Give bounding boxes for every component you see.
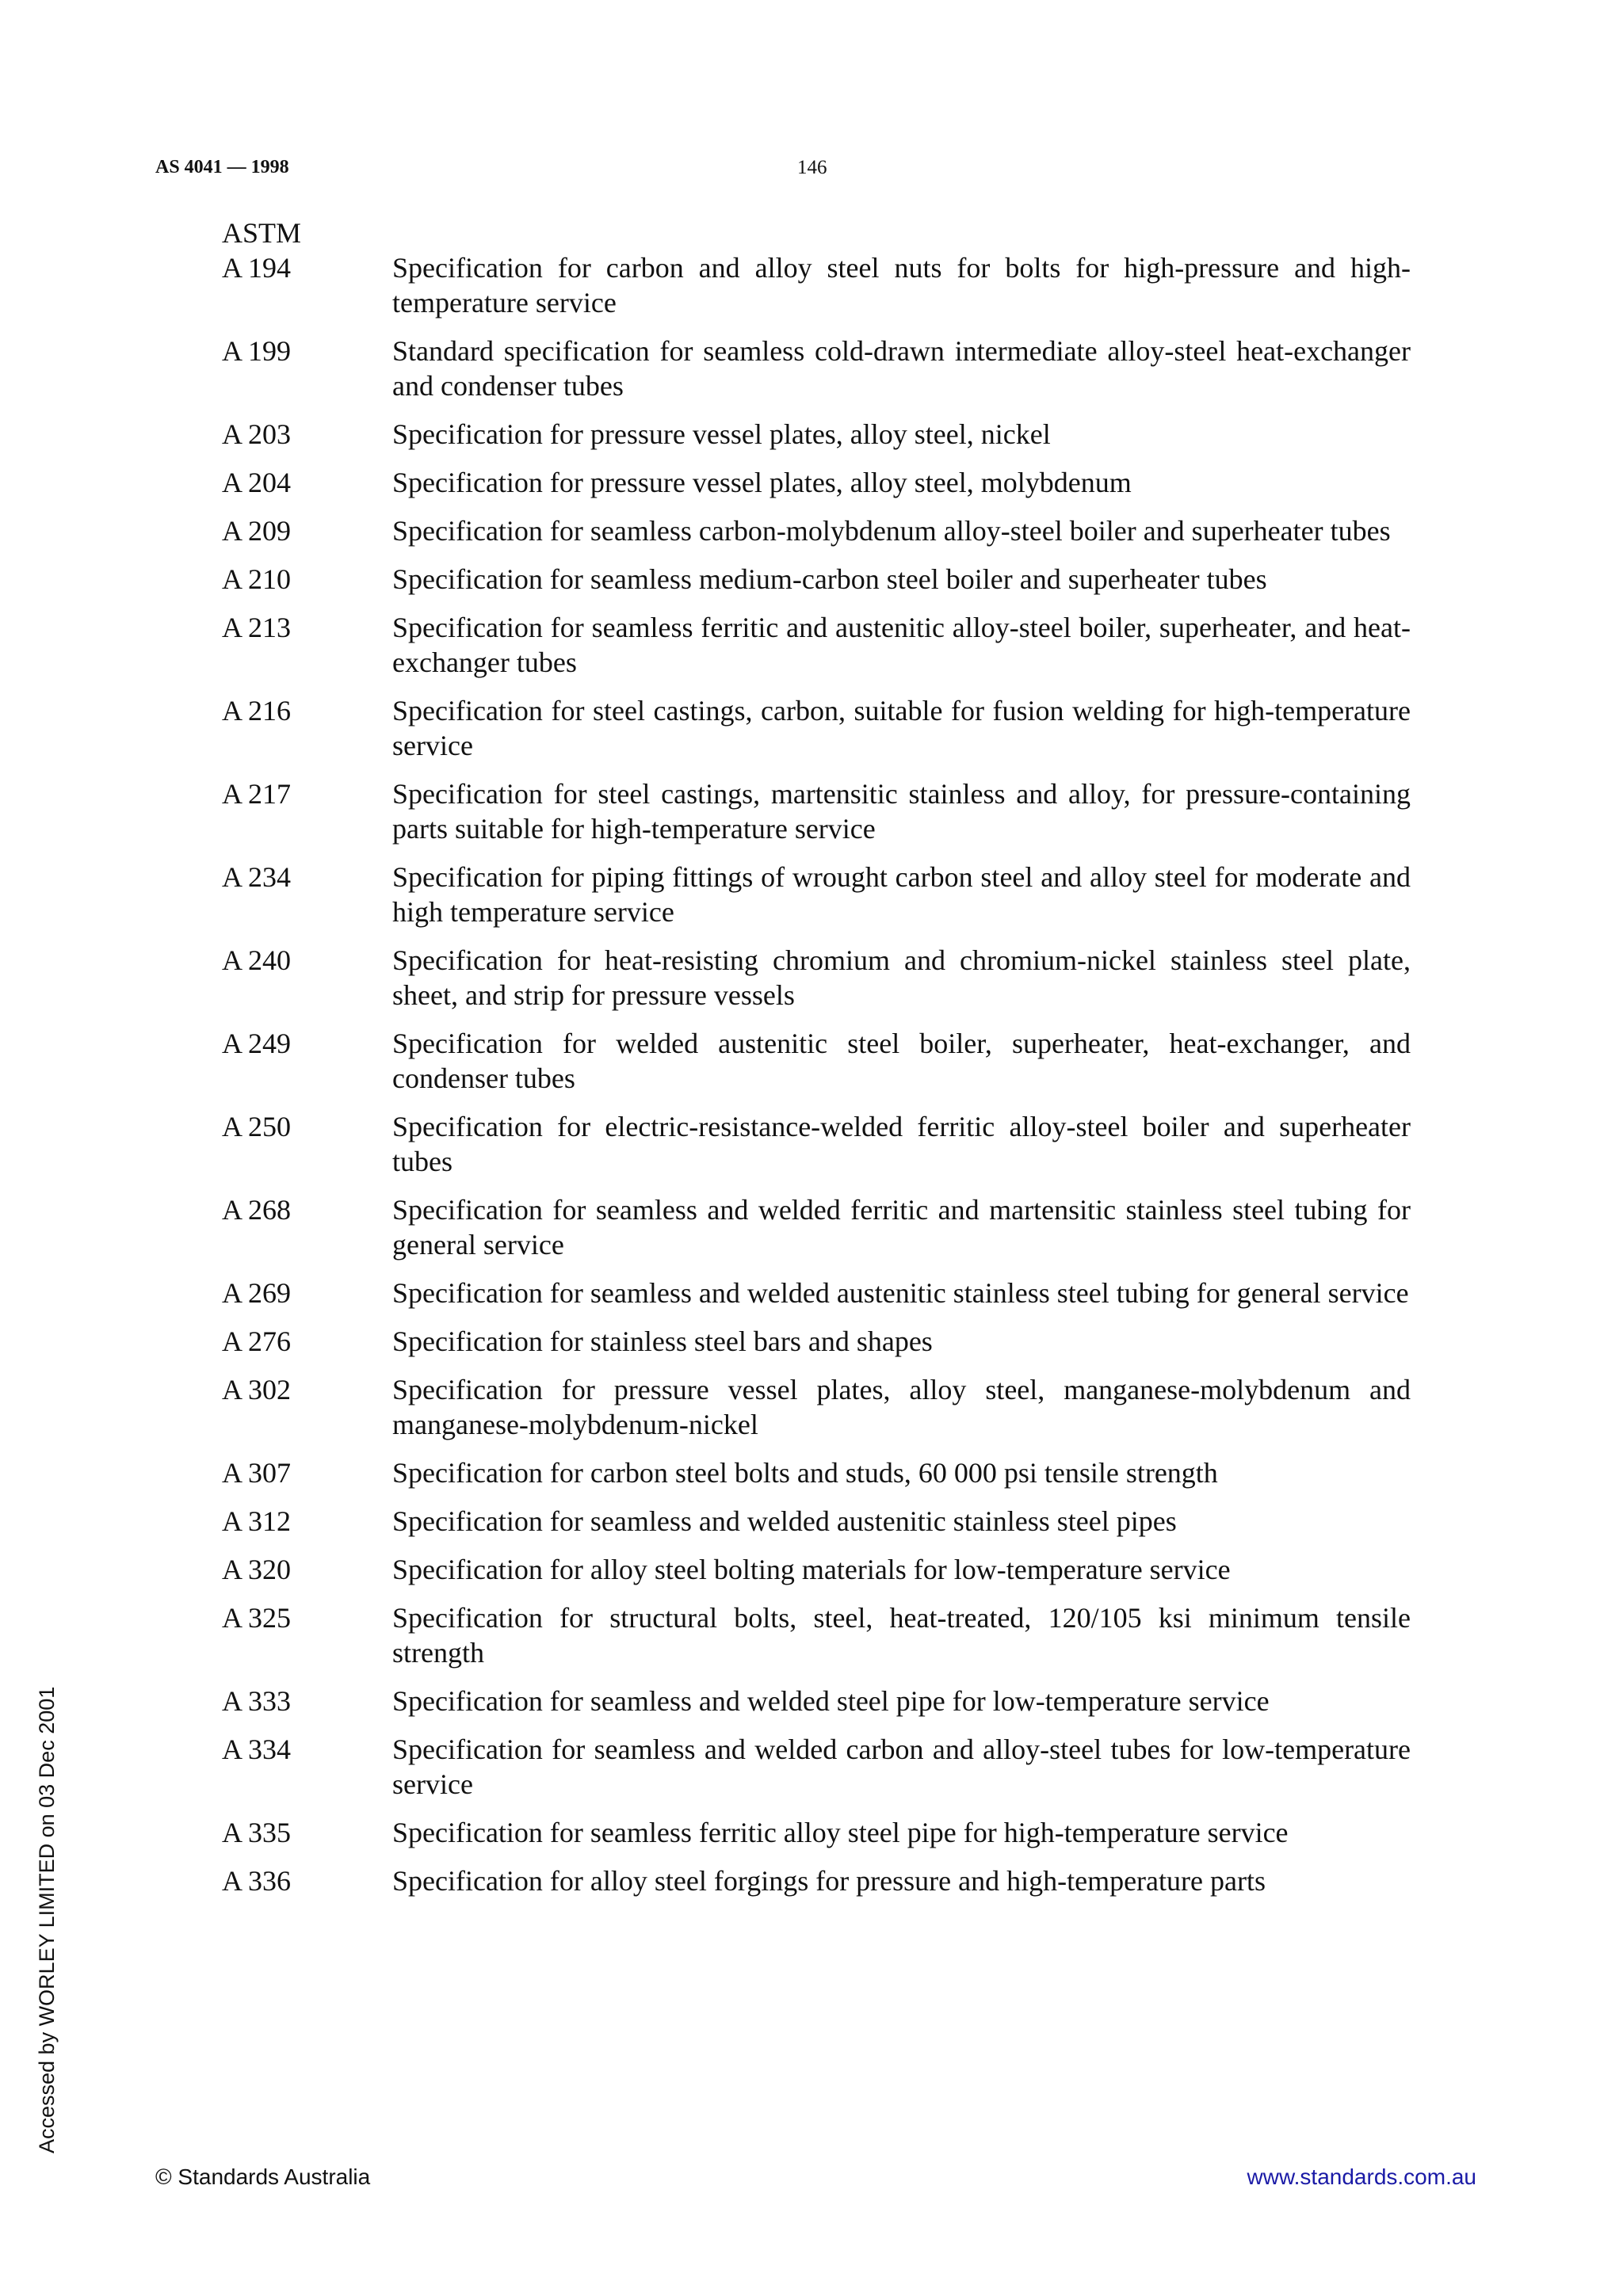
standard-code-label: A 210 [222,563,292,595]
standard-code-label: A 334 [222,1733,292,1765]
page-number: 146 [797,157,827,178]
standard-description: Specification for seamless ferritic and austenitic alloy-steel boiler, superheater, and heat-exchanger tubes [392,612,1411,678]
standard-description: Specification for seamless carbon-molybdenum alloy-steel boiler and superheater tubes [392,515,1391,547]
standard-code-label: A 336 [222,1865,292,1897]
standard-description: Specification for welded austenitic steel boiler, superheater, heat-exchanger, and condenser tubes [392,1028,1411,1094]
standard-code-label: A 312 [222,1505,292,1537]
section-title: ASTM [222,217,302,249]
standard-code-label: A 325 [222,1602,292,1634]
standard-code-label: A 250 [222,1111,292,1142]
list-item [222,334,1411,403]
standard-code-label: A 199 [222,335,292,367]
list-item [222,1815,1411,1850]
standard-description: Specification for stainless steel bars and shapes [392,1325,933,1357]
entry-list [222,250,1411,1898]
standard-code-label: A 268 [222,1194,292,1226]
standard-description: Specification for pressure vessel plates, alloy steel, manganese-molybdenum and manganese-molybdenum-nickel [392,1374,1411,1440]
standard-description: Specification for seamless and welded ferritic and martensitic stainless steel tubing for general service [392,1194,1411,1261]
list-item [222,776,1411,846]
standard-description: Specification for seamless and welded carbon and alloy-steel tubes for low-temperature service [392,1733,1411,1800]
list-item [222,250,1411,320]
standard-code-label: A 217 [222,778,292,810]
list-item [222,1109,1411,1179]
page-header [155,157,1468,189]
footer-copyright: © Standards Australia [155,2164,371,2189]
standard-code-label: A 320 [222,1554,292,1585]
standard-code-label: A 194 [222,252,292,284]
list-item [222,1600,1411,1670]
standard-code-label: A 213 [222,612,292,643]
list-item [222,860,1411,929]
standard-description: Specification for alloy steel bolting materials for low-temperature service [392,1554,1231,1585]
list-item [222,1732,1411,1802]
standard-description: Specification for structural bolts, steel, heat-treated, 120/105 ksi minimum tensile strength [392,1602,1411,1669]
standard-description: Specification for piping fittings of wrought carbon steel and alloy steel for moderate and high temperature service [392,861,1411,928]
list-item [222,1455,1411,1490]
standard-description: Specification for seamless and welded austenitic stainless steel pipes [392,1505,1177,1537]
standard-description: Specification for seamless and welded austenitic stainless steel tubing for general service [392,1277,1409,1309]
list-item [222,693,1411,763]
standard-code-label: A 216 [222,695,292,727]
standard-description: Specification for pressure vessel plates, alloy steel, nickel [392,418,1051,450]
list-item [222,465,1411,500]
standard-code-label: A 240 [222,944,292,976]
standard-code-label: A 209 [222,515,292,547]
list-item [222,1552,1411,1587]
standard-description: Specification for alloy steel forgings for pressure and high-temperature parts [392,1865,1266,1897]
standard-description: Standard specification for seamless cold-drawn intermediate alloy-steel heat-exchanger and condenser tubes [392,335,1411,402]
list-item [222,417,1411,452]
standard-description: Specification for steel castings, martensitic stainless and alloy, for pressure-containing parts suitable for high-temperature service [392,778,1411,845]
standard-code-label: A 204 [222,467,292,498]
list-item [222,1324,1411,1359]
standard-description: Specification for seamless ferritic alloy steel pipe for high-temperature service [392,1817,1289,1848]
list-item [222,562,1411,597]
access-watermark: Accessed by WORLEY LIMITED on 03 Dec 2001 [35,1686,59,2153]
standard-description: Specification for seamless medium-carbon steel boiler and superheater tubes [392,563,1267,595]
standard-description: Specification for carbon steel bolts and studs, 60 000 psi tensile strength [392,1457,1218,1489]
standard-code-label: A 276 [222,1325,292,1357]
standard-code-label: A 203 [222,418,292,450]
standard-code-label: A 234 [222,861,292,893]
standard-description: Specification for heat-resisting chromium and chromium-nickel stainless steel plate, sheet, and strip for pressure vessels [392,944,1411,1011]
standard-code: AS 4041 — 1998 [155,157,289,177]
list-item [222,513,1411,548]
list-item [222,1192,1411,1262]
standard-code-label: A 269 [222,1277,292,1309]
list-item [222,1684,1411,1718]
standard-description: Specification for seamless and welded steel pipe for low-temperature service [392,1685,1270,1717]
list-item [222,1504,1411,1539]
standard-description: Specification for steel castings, carbon, suitable for fusion welding for high-temperature service [392,695,1411,761]
list-item [222,610,1411,680]
list-item [222,1026,1411,1096]
standard-code-label: A 335 [222,1817,292,1848]
standard-code-label: A 302 [222,1374,292,1405]
list-item [222,1372,1411,1442]
standard-description: Specification for pressure vessel plates, alloy steel, molybdenum [392,467,1132,498]
list-item [222,943,1411,1013]
astm-reference-list [222,215,1411,1912]
standard-description: Specification for carbon and alloy steel nuts for bolts for high-pressure and high-temperature service [392,252,1411,318]
list-item [222,1276,1411,1310]
list-item [222,1863,1411,1898]
standard-description: Specification for electric-resistance-welded ferritic alloy-steel boiler and superheater tubes [392,1111,1411,1177]
standard-code-label: A 333 [222,1685,292,1717]
standard-code-label: A 307 [222,1457,292,1489]
standard-code-label: A 249 [222,1028,292,1059]
footer-website-link[interactable]: www.standards.com.au [1247,2164,1476,2189]
